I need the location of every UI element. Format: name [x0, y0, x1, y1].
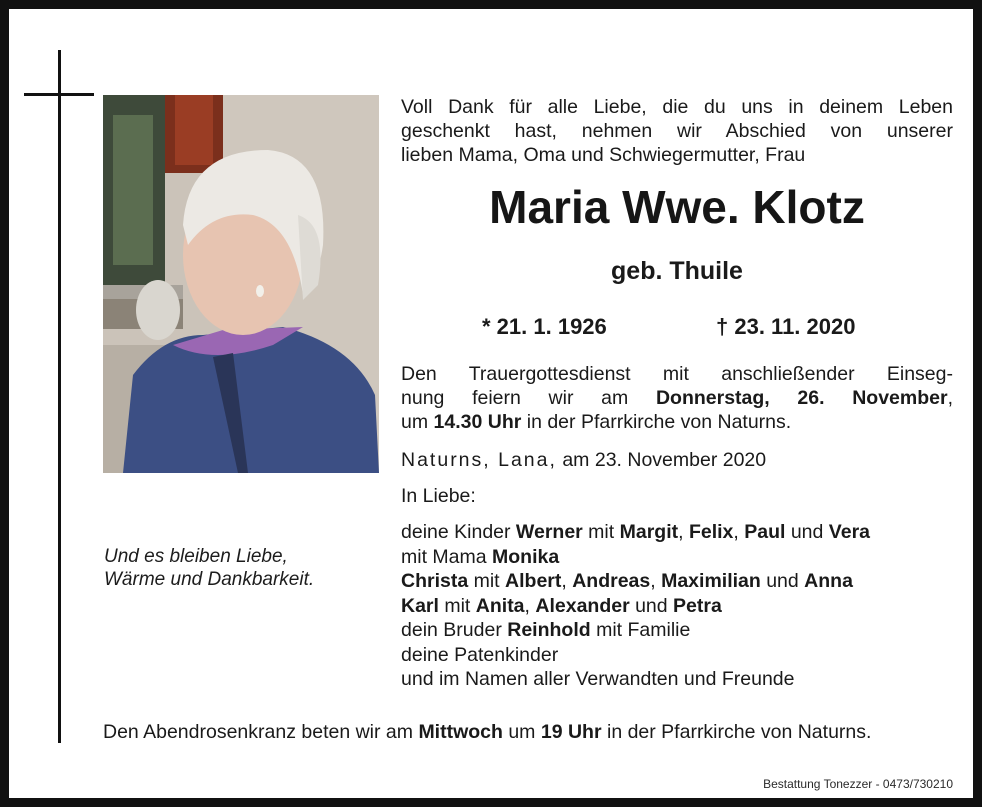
cross-icon-horizontal	[24, 93, 94, 96]
in-love: In Liebe:	[401, 485, 476, 507]
service-line: um 14.30 Uhr in der Pfarrkirche von Naturns.	[401, 411, 792, 433]
cross-icon-vertical	[58, 50, 61, 743]
family-line: deine Kinder Werner mit Margit, Felix, Paul und Vera	[401, 521, 871, 543]
service-day: Donnerstag, 26. November	[655, 387, 948, 409]
rosary-day: Mittwoch	[418, 721, 503, 743]
deceased-name: Maria Wwe. Klotz	[489, 181, 865, 233]
quote-line: Wärme und Dankbarkeit.	[104, 569, 315, 590]
intro-text	[401, 95, 953, 167]
places: Naturns, Lana,	[401, 449, 557, 471]
date: am 23. November 2020	[556, 449, 767, 471]
quote-line: Und es bleiben Liebe,	[104, 546, 288, 567]
portrait-photo	[103, 95, 379, 473]
family-line: Christa mit Albert, Andreas, Maximilian und Anna	[401, 570, 853, 592]
funeral-home-footer: Bestattung Tonezzer - 0473/730210	[763, 777, 953, 791]
family-line: und im Namen aller Verwandten und Freunde	[401, 668, 795, 690]
family-line: mit Mama Monika	[401, 545, 560, 568]
intro-line: Voll Dank für alle Liebe, die du uns in deinem Leben	[401, 96, 953, 118]
intro-line: geschenkt hast, nehmen wir Abschied von unserer	[401, 120, 953, 142]
intro-line: lieben Mama, Oma und Schwiegermutter, Frau	[401, 144, 806, 166]
family-line: deine Patenkinder	[401, 643, 559, 666]
service-line: Den Trauergottesdienst mit anschließender Einseg-	[401, 363, 953, 385]
birth-date: * 21. 1. 1926	[482, 314, 607, 339]
rosary-time: 19 Uhr	[540, 721, 602, 743]
service-line: nung feiern wir am Donnerstag, 26. November,	[401, 387, 954, 409]
family-line: dein Bruder Reinhold mit Familie	[401, 619, 691, 641]
maiden-name: geb. Thuile	[611, 257, 743, 285]
place-date	[401, 448, 953, 472]
family-line: Karl mit Anita, Alexander und Petra	[401, 594, 722, 617]
family-list	[401, 520, 953, 692]
rosary-text: Den Abendrosenkranz beten wir am Mittwoch um 19 Uhr in der Pfarrkirche von Naturns.	[103, 721, 872, 743]
death-date: † 23. 11. 2020	[716, 314, 856, 339]
quote	[104, 545, 314, 591]
service-time: 14.30 Uhr	[433, 411, 522, 433]
service-text	[401, 362, 953, 434]
